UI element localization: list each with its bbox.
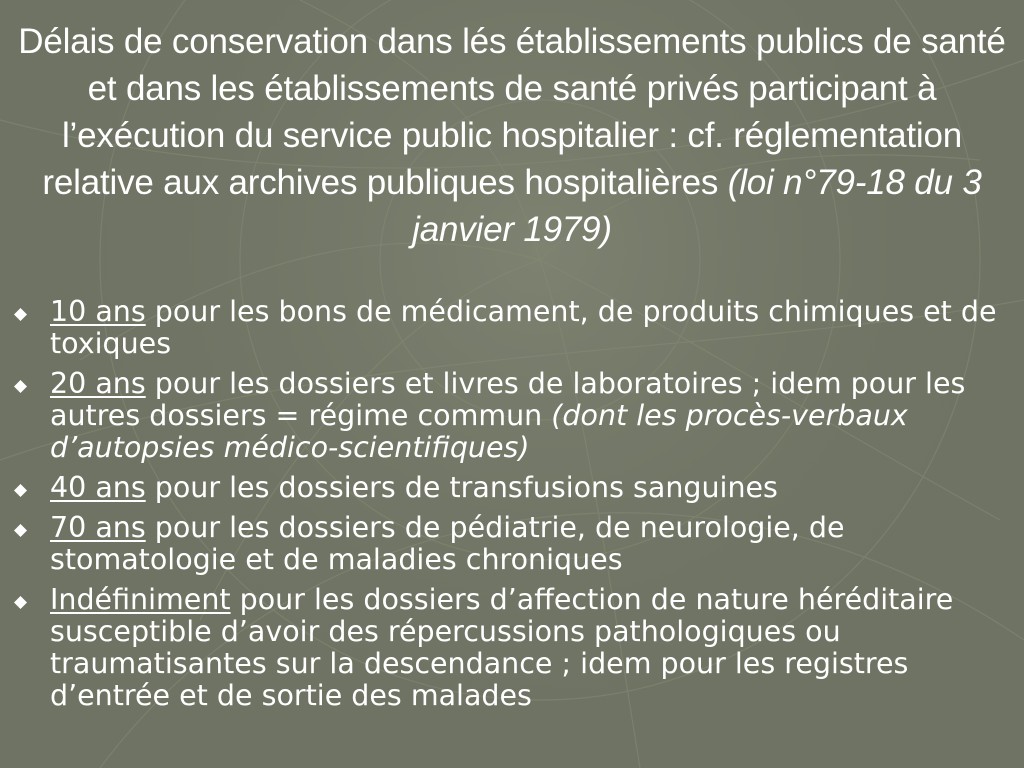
item-text: pour les dossiers et livres de laboratoires ; idem pour les autres dossiers = régime commun [50,367,966,432]
item-text: pour les dossiers d’affection de nature héréditaire susceptible d’avoir des répercussions pathologiques ou traumatisantes sur la descendance ; idem pour les registres d’entrée et de sortie des malades [50,583,954,712]
diamond-bullet-icon [14,524,27,537]
diamond-bullet-icon [14,596,27,609]
item-text: pour les dossiers de pédiatrie, de neurologie, de stomatologie et de maladies chroniques [50,511,845,576]
diamond-bullet-icon [14,380,27,393]
diamond-bullet-icon [14,484,27,497]
title-main: Délais de conservation dans lés établissements publics de santé et dans les établissements de santé privés participant à l’exécution du service public hospitalier : cf. réglementation relative aux archives publiques hospitalières [18,22,1006,202]
list-item [0,472,1024,504]
list-item [0,512,1024,576]
item-text: pour les bons de médicament, de produits chimiques et de toxiques [50,295,997,360]
list-item [0,296,1024,360]
retention-period: Indéfiniment [50,583,231,616]
retention-period: 10 ans [50,295,146,328]
slide-title [14,18,1010,253]
list-item [0,584,1024,712]
retention-period: 20 ans [50,367,146,400]
retention-period: 40 ans [50,471,146,504]
list-item [0,368,1024,464]
diamond-bullet-icon [14,308,27,321]
retention-period: 70 ans [50,511,146,544]
item-text: pour les dossiers de transfusions sanguines [145,471,778,504]
item-italic-text: (dont les procès-verbaux d’autopsies médico-scientifiques) [50,399,908,464]
title-italic-reference: (loi n°79-18 du 3 janvier 1979) [412,163,982,249]
bullet-list [0,296,1024,720]
